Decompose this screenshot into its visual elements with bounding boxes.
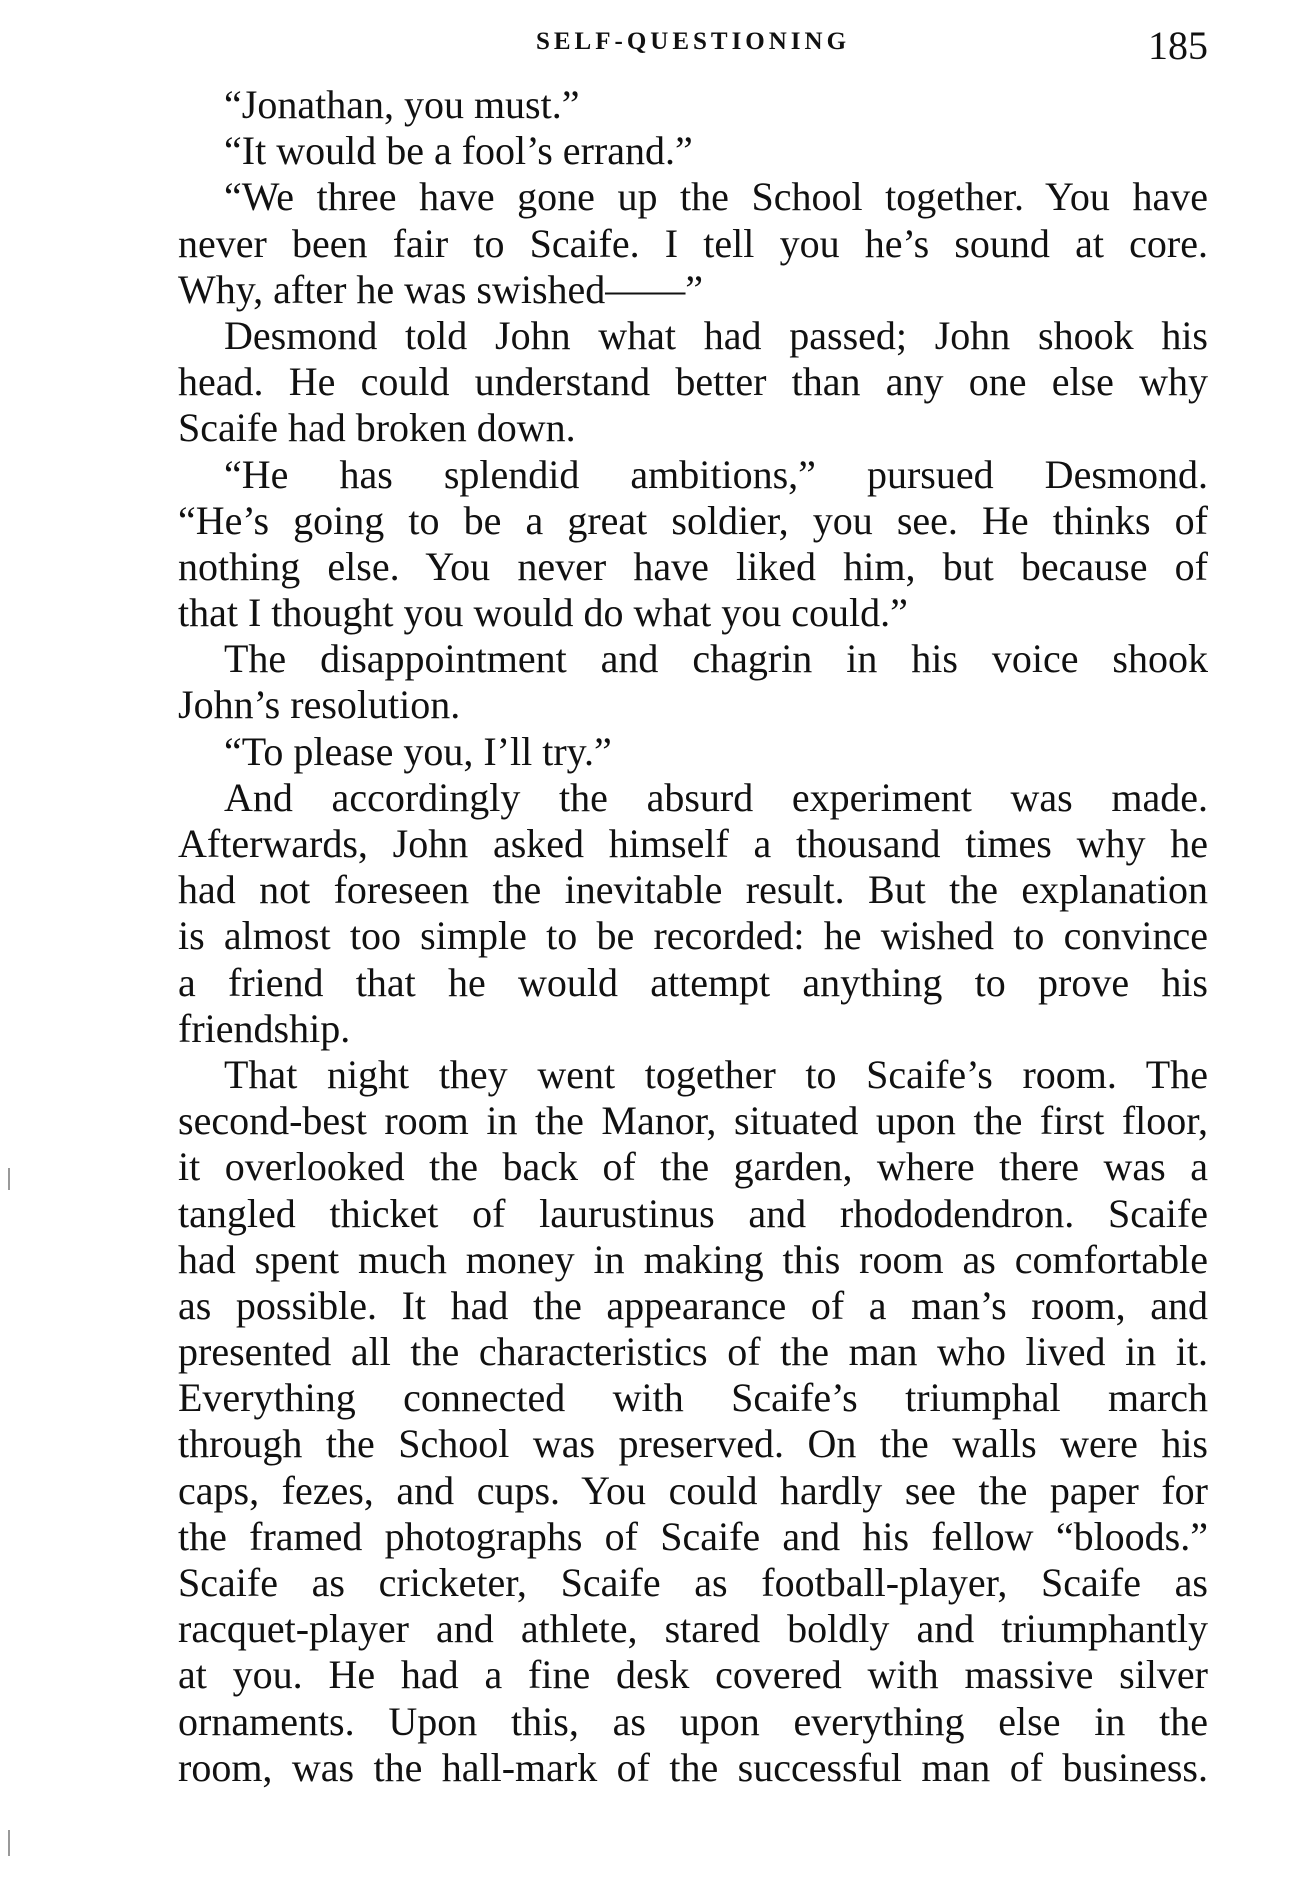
text-line: friendship.: [178, 1005, 351, 1051]
text-line: Why, after he was swished——”: [178, 266, 704, 312]
text-line: Scaife had broken down.: [178, 405, 576, 451]
text-line: through the School was preserved. On the walls were his: [178, 1421, 1208, 1467]
text-line: never been fair to Scaife. I tell you he’s sound at core.: [178, 220, 1208, 266]
text-line: room, was the hall-mark of the successful man of business.: [178, 1744, 1208, 1790]
text-line: Scaife as cricketer, Scaife as football-player, Scaife as: [178, 1560, 1208, 1605]
text-line: That night they went together to Scaife’s room. The: [224, 1051, 1208, 1097]
text-line: ornaments. Upon this, as upon everything else in the: [178, 1698, 1208, 1744]
text-line: it overlooked the back of the garden, where there was a: [178, 1144, 1208, 1190]
running-title: SELF-QUESTIONING: [535, 28, 851, 55]
text-line: “We three have gone up the School together. You have: [224, 174, 1208, 220]
text-line: that I thought you would do what you could.”: [178, 590, 908, 636]
text-line: second-best room in the Manor, situated upon the first floor,: [178, 1098, 1208, 1144]
text-line: John’s resolution.: [178, 682, 461, 728]
scan-margin-mark: [8, 1830, 10, 1856]
body-text: [178, 82, 1208, 1791]
text-line: Everything connected with Scaife’s triumphal march: [178, 1375, 1208, 1421]
text-line: And accordingly the absurd experiment was made.: [224, 774, 1208, 820]
text-line: the framed photographs of Scaife and his fellow “bloods.”: [178, 1513, 1208, 1559]
text-line: The disappointment and chagrin in his voice shook: [224, 636, 1208, 682]
text-line: as possible. It had the appearance of a man’s room, and: [178, 1282, 1208, 1328]
text-line: a friend that he would attempt anything to prove his: [178, 959, 1208, 1005]
text-line: “To please you, I’ll try.”: [224, 728, 612, 774]
text-line: presented all the characteristics of the man who lived in it.: [178, 1329, 1208, 1375]
text-line: had not foreseen the inevitable result. But the explanation: [178, 867, 1208, 913]
text-line: is almost too simple to be recorded: he wished to convince: [178, 913, 1208, 959]
text-line: “He has splendid ambitions,” pursued Desmond.: [224, 451, 1208, 497]
text-line: “Jonathan, you must.”: [224, 82, 580, 127]
text-line: tangled thicket of laurustinus and rhododendron. Scaife: [178, 1190, 1208, 1236]
text-line: “He’s going to be a great soldier, you see. He thinks of: [178, 497, 1208, 543]
running-head: [178, 22, 1208, 82]
text-line: at you. He had a fine desk covered with massive silver: [178, 1652, 1208, 1698]
scan-margin-mark: [8, 1168, 10, 1190]
text-line: racquet-player and athlete, stared boldly and triumphantly: [178, 1606, 1208, 1652]
text-line: head. He could understand better than any one else why: [178, 359, 1208, 405]
page-number: 185: [1148, 23, 1208, 68]
text-line: “It would be a fool’s errand.”: [224, 128, 693, 174]
text-line: caps, fezes, and cups. You could hardly see the paper for: [178, 1467, 1208, 1513]
text-line: Afterwards, John asked himself a thousand times why he: [178, 821, 1208, 866]
text-line: Desmond told John what had passed; John shook his: [224, 312, 1208, 358]
text-line: nothing else. You never have liked him, but because of: [178, 543, 1208, 589]
text-line: had spent much money in making this room as comfortable: [178, 1236, 1208, 1282]
